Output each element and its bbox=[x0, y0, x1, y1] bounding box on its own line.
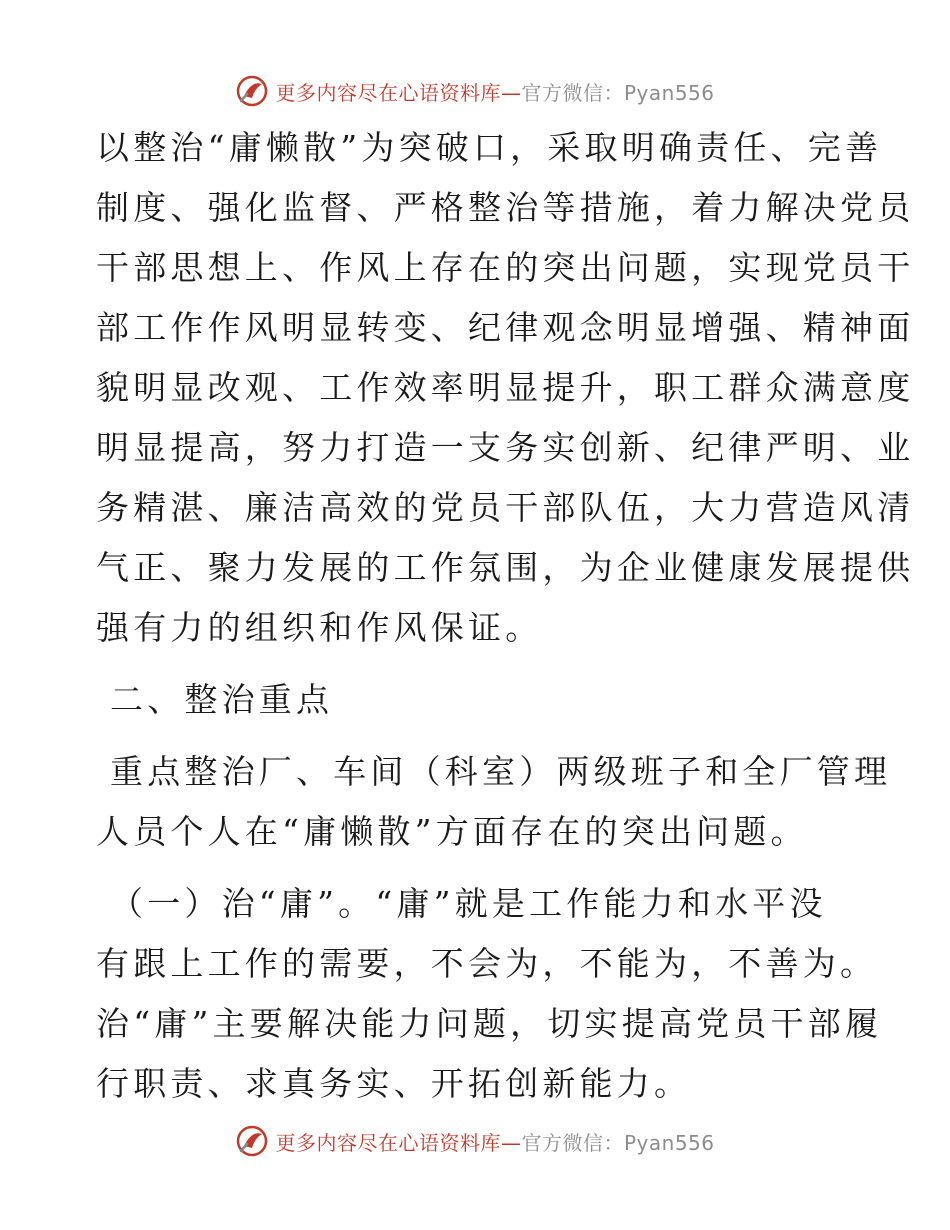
watermark-wechat-label: 官方微信： bbox=[521, 80, 624, 105]
paragraph-3 bbox=[96, 874, 883, 1114]
watermark-header bbox=[0, 71, 950, 111]
text-line: 部工作作风明显转变、纪律观念明显增强、精神面 bbox=[96, 308, 915, 347]
text-line: 行职责、求真务实、开拓创新能力。 bbox=[96, 1064, 692, 1103]
text-line: （一）治“庸”。“庸”就是工作能力和水平没 bbox=[110, 884, 827, 923]
watermark-text bbox=[275, 77, 714, 106]
text-line: 强有力的组织和作风保证。 bbox=[96, 608, 543, 647]
watermark-dash: — bbox=[500, 1130, 522, 1155]
text-line: 人员个人在“庸懒散”方面存在的突出问题。 bbox=[96, 812, 808, 851]
text-line: 干部思想上、作风上存在的突出问题，实现党员干 bbox=[96, 248, 915, 287]
watermark-logo-icon bbox=[235, 74, 269, 108]
text-line: 有跟上工作的需要，不会为，不能为，不善为。 bbox=[96, 944, 878, 983]
text-line: 制度、强化监督、严格整治等措施，着力解决党员 bbox=[96, 188, 915, 227]
paragraph-2 bbox=[96, 742, 892, 862]
text-line: 明显提高，努力打造一支务实创新、纪律严明、业 bbox=[96, 428, 915, 467]
watermark-wechat-id: Pyan556 bbox=[623, 1130, 715, 1155]
text-line: 重点整治厂、车间（科室）两级班子和全厂管理 bbox=[110, 752, 892, 791]
text-line: 以整治“庸懒散”为突破口，采取明确责任、完善 bbox=[96, 128, 883, 167]
section-heading: 二、整治重点 bbox=[110, 680, 334, 719]
watermark-prefix: 更多内容尽在心语资料库 bbox=[275, 1130, 501, 1155]
watermark-footer bbox=[0, 1121, 950, 1161]
document-body bbox=[96, 118, 915, 1114]
watermark-text bbox=[275, 1127, 714, 1156]
text-line: 治“庸”主要解决能力问题，切实提高党员干部履 bbox=[96, 1004, 883, 1043]
watermark-prefix: 更多内容尽在心语资料库 bbox=[275, 80, 501, 105]
watermark-logo-icon bbox=[235, 1124, 269, 1158]
watermark-dash: — bbox=[500, 80, 522, 105]
text-line: 气正、聚力发展的工作氛围，为企业健康发展提供 bbox=[96, 548, 915, 587]
watermark-wechat-id: Pyan556 bbox=[623, 80, 715, 105]
paragraph-1 bbox=[96, 118, 915, 658]
text-line: 貌明显改观、工作效率明显提升，职工群众满意度 bbox=[96, 368, 915, 407]
watermark-wechat-label: 官方微信： bbox=[521, 1130, 624, 1155]
text-line: 务精湛、廉洁高效的党员干部队伍，大力营造风清 bbox=[96, 488, 915, 527]
